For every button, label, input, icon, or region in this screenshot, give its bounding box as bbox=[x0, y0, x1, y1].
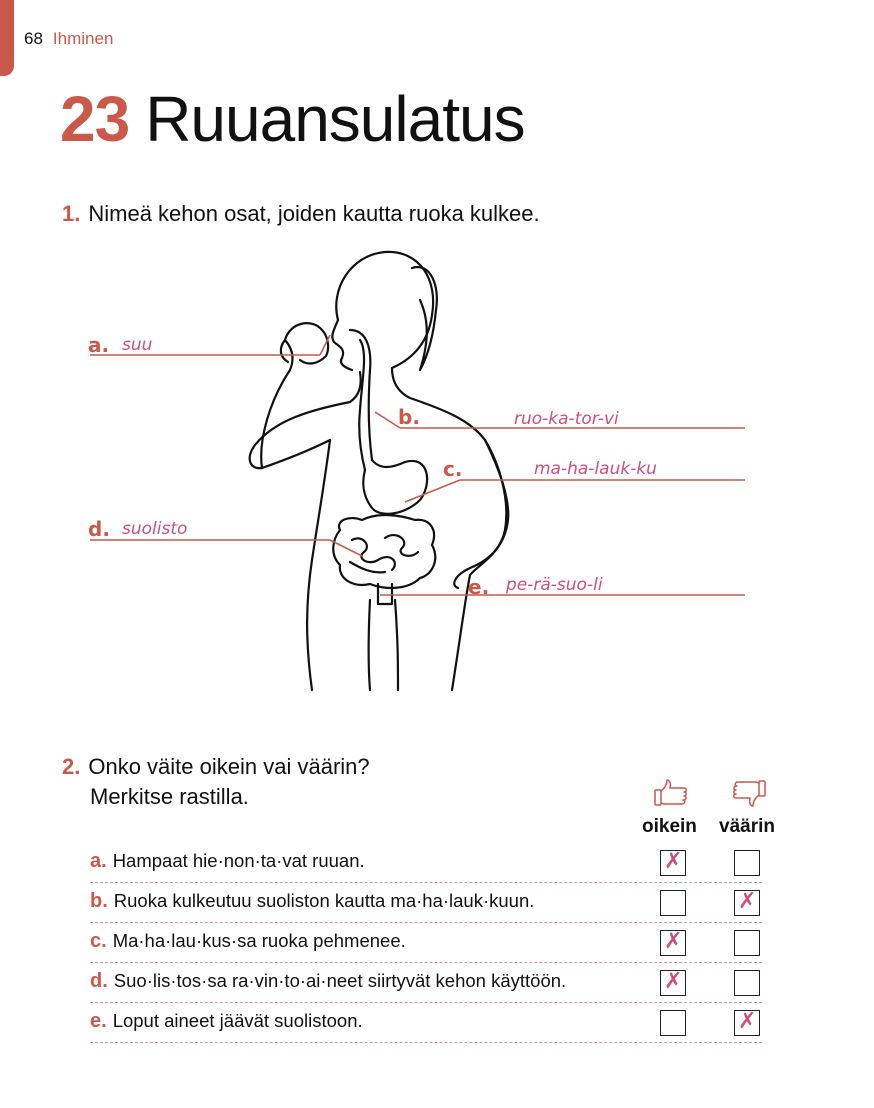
torso-left-outline bbox=[307, 440, 330, 690]
task1-prompt bbox=[62, 201, 540, 227]
cross-mark-icon: ✗ bbox=[664, 849, 683, 874]
page-header bbox=[24, 29, 113, 49]
statement-text: Loput aineet jäävät suolistoon. bbox=[112, 1010, 363, 1031]
body-outline bbox=[250, 252, 509, 690]
chapter-tab bbox=[0, 0, 14, 76]
statement-row-a bbox=[90, 842, 762, 883]
statement-row-c bbox=[90, 922, 762, 963]
statement-row-e bbox=[90, 1002, 762, 1043]
cross-mark-icon: ✗ bbox=[664, 929, 683, 954]
label-d-letter: d. bbox=[88, 517, 110, 541]
checkbox-false-b[interactable] bbox=[734, 890, 760, 916]
page-number: 68 bbox=[24, 29, 43, 48]
face-outline bbox=[332, 320, 352, 370]
statement-text: Ma·ha·lau·kus·sa ruoka pehmenee. bbox=[112, 930, 406, 951]
checkbox-true-d[interactable] bbox=[660, 970, 686, 996]
statement-letter: c. bbox=[90, 930, 107, 952]
label-d-answer: suolisto bbox=[122, 519, 188, 539]
checkbox-true-e[interactable] bbox=[660, 1010, 686, 1036]
task2-prompt bbox=[62, 752, 370, 812]
intestines-outline bbox=[333, 515, 435, 588]
intestines-coils bbox=[350, 535, 418, 572]
statement-text: Suo·lis·tos·sa ra·vin·to·ai·neet siirtyvät kehon käyttöön. bbox=[113, 970, 567, 991]
leader-tick-c bbox=[405, 480, 460, 502]
cross-mark-icon: ✗ bbox=[738, 1009, 757, 1034]
thumbs-up-icon bbox=[652, 778, 690, 808]
leg-left-outline bbox=[369, 600, 371, 690]
column-header-true: oikein bbox=[642, 816, 697, 837]
task2-text-line1: Onko väite oikein vai väärin? bbox=[88, 754, 370, 779]
label-b-answer: ruo-ka-tor-vi bbox=[514, 409, 619, 429]
leader-tick-b bbox=[375, 412, 400, 428]
statement-row-b bbox=[90, 882, 762, 923]
checkbox-true-b[interactable] bbox=[660, 890, 686, 916]
torso-right-outline bbox=[452, 530, 505, 690]
column-header-false: väärin bbox=[719, 816, 775, 837]
chapter-number: 23 bbox=[60, 83, 130, 155]
checkbox-false-d[interactable] bbox=[734, 970, 760, 996]
ponytail-outline bbox=[412, 267, 437, 370]
label-a-letter: a. bbox=[88, 333, 110, 357]
task1-number: 1. bbox=[62, 201, 81, 226]
label-e-answer: pe-rä-suo-li bbox=[506, 575, 603, 595]
checkbox-false-a[interactable] bbox=[734, 850, 760, 876]
digestive-system-figure bbox=[0, 240, 874, 700]
cross-mark-icon: ✗ bbox=[664, 969, 683, 994]
head-outline bbox=[336, 252, 433, 368]
statement-letter: d. bbox=[90, 970, 108, 992]
esophagus-outline-inner bbox=[359, 340, 365, 470]
checkbox-true-c[interactable] bbox=[660, 930, 686, 956]
statement-text: Hampaat hie·non·ta·vat ruuan. bbox=[112, 850, 365, 871]
task2-number: 2. bbox=[62, 754, 81, 779]
stomach-outline bbox=[363, 460, 427, 514]
checkbox-true-a[interactable] bbox=[660, 850, 686, 876]
thumbs-down-icon bbox=[730, 778, 768, 808]
statement-letter: e. bbox=[90, 1010, 107, 1032]
section-name: Ihminen bbox=[52, 29, 114, 48]
checkbox-false-c[interactable] bbox=[734, 930, 760, 956]
label-b-letter: b. bbox=[398, 405, 420, 429]
label-c-letter: c. bbox=[443, 457, 463, 481]
task1-text: Nimeä kehon osat, joiden kautta ruoka kulkee. bbox=[88, 201, 540, 226]
label-c-answer: ma-ha-lauk-ku bbox=[534, 459, 657, 479]
statement-letter: a. bbox=[90, 850, 107, 872]
chapter-name: Ruuansulatus bbox=[145, 83, 525, 155]
statement-text: Ruoka kulkeutuu suoliston kautta ma·ha·lauk·kuun. bbox=[113, 890, 535, 911]
label-a-answer: suu bbox=[122, 335, 153, 355]
statement-letter: b. bbox=[90, 890, 108, 912]
checkbox-false-e[interactable] bbox=[734, 1010, 760, 1036]
statement-row-d bbox=[90, 962, 762, 1003]
chapter-title bbox=[60, 82, 525, 156]
task2-text-line2: Merkitse rastilla. bbox=[90, 784, 249, 809]
leg-right-outline bbox=[395, 600, 398, 690]
label-e-letter: e. bbox=[468, 575, 490, 599]
cross-mark-icon: ✗ bbox=[738, 889, 757, 914]
